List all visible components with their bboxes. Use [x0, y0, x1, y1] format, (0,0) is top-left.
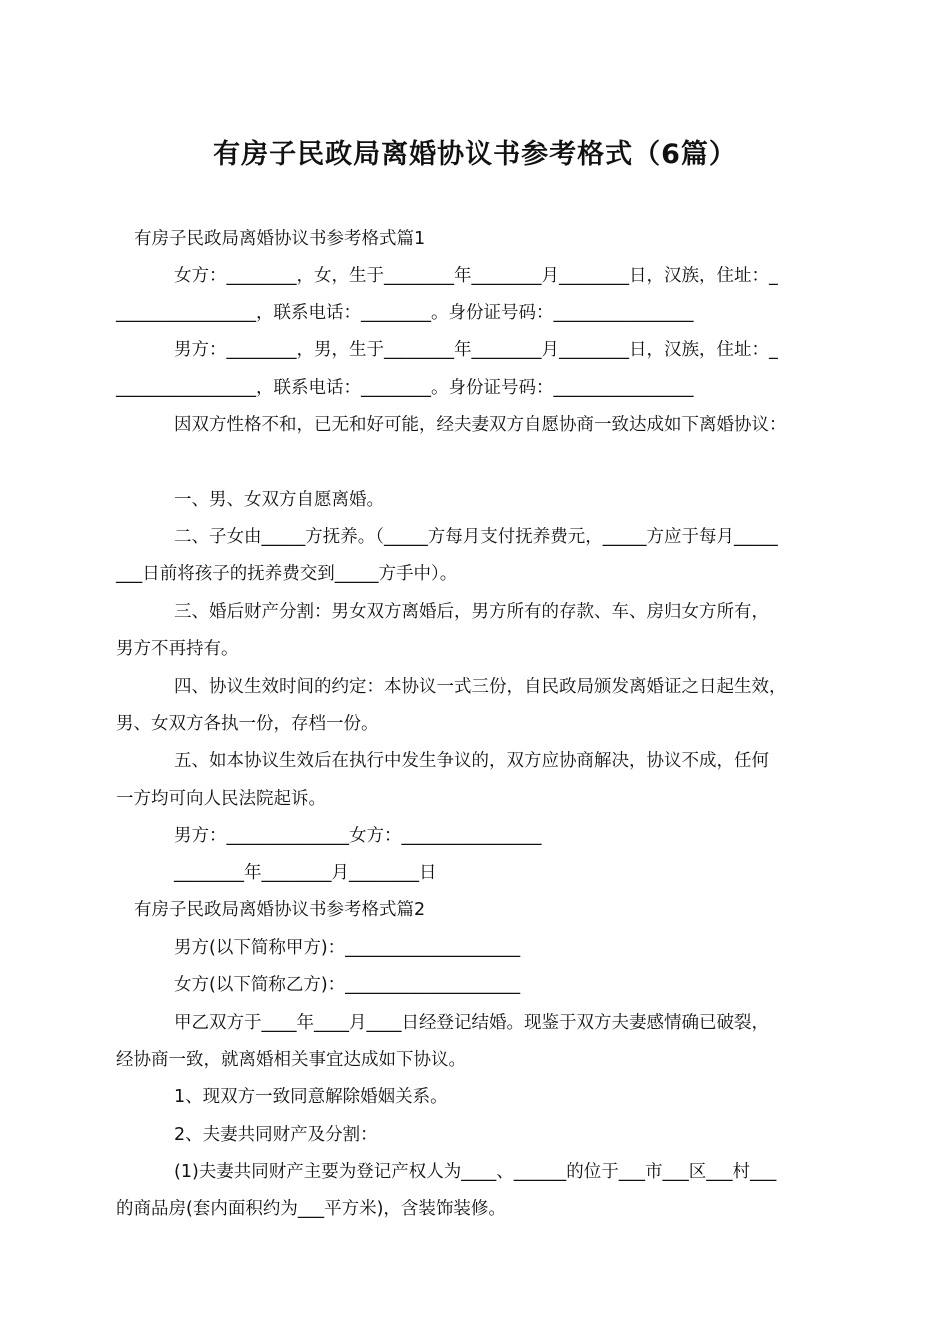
paragraph-line: (1)夫妻共同财产主要为登记产权人为____、______的位于___市___区___村___ — [174, 1162, 777, 1182]
paragraph-line: 一方均可向人民法院起诉。 — [116, 789, 326, 809]
document-title: 有房子民政局离婚协议书参考格式（6篇） — [213, 139, 737, 170]
date-line: ________年________月________日 — [174, 863, 437, 883]
paragraph-line: 四、协议生效时间的约定：本协议一式三份，自民政局颁发离婚证之日起生效， — [174, 677, 787, 697]
paragraph-line: 二、子女由_____方抚养。（_____方每月支付抚养费元，_____方应于每月_____ — [174, 527, 778, 547]
paragraph-line: 的商品房(套内面积约为___平方米)，含装饰装修。 — [116, 1199, 506, 1219]
paragraph-line: 2、夫妻共同财产及分割： — [174, 1125, 378, 1145]
signature-line: 男方：______________女方：________________ — [174, 826, 542, 846]
paragraph-line: ________________，联系电话：________。身份证号码：________________ — [116, 303, 694, 323]
paragraph-line: 男方不再持有。 — [116, 639, 239, 659]
paragraph-line: 三、婚后财产分割：男女双方离婚后，男方所有的存款、车、房归女方所有， — [174, 602, 769, 622]
paragraph-line: 女方(以下简称乙方)：____________________ — [174, 975, 521, 995]
paragraph-line: ________________，联系电话：________。身份证号码：________________ — [116, 378, 694, 398]
paragraph-line: 男方(以下简称甲方)：____________________ — [174, 938, 521, 958]
paragraph-line: 经协商一致，就离婚相关事宜达成如下协议。 — [116, 1050, 466, 1070]
section-heading-1: 有房子民政局离婚协议书参考格式篇1 — [134, 229, 426, 249]
paragraph-line: 五、如本协议生效后在执行中发生争议的，双方应协商解决，协议不成，任何 — [174, 751, 769, 771]
paragraph-line: 甲乙双方于____年____月____日经登记结婚。现鉴于双方夫妻感情确已破裂， — [174, 1013, 769, 1033]
paragraph-line: ___日前将孩子的抚养费交到_____方手中）。 — [116, 564, 458, 584]
paragraph-line: 女方：________，女，生于________年________月________日，汉族，住址：_ — [174, 266, 778, 286]
paragraph-line: 因双方性格不和，已无和好可能，经夫妻双方自愿协商一致达成如下离婚协议： — [174, 415, 787, 435]
paragraph-line: 男方：________，男，生于________年________月________日，汉族，住址：_ — [174, 340, 778, 360]
section-heading-2: 有房子民政局离婚协议书参考格式篇2 — [134, 900, 426, 920]
paragraph-line: 1、现双方一致同意解除婚姻关系。 — [174, 1087, 448, 1107]
paragraph-line: 男、女双方各执一份，存档一份。 — [116, 714, 379, 734]
paragraph-line: 一、男、女双方自愿离婚。 — [174, 490, 384, 510]
